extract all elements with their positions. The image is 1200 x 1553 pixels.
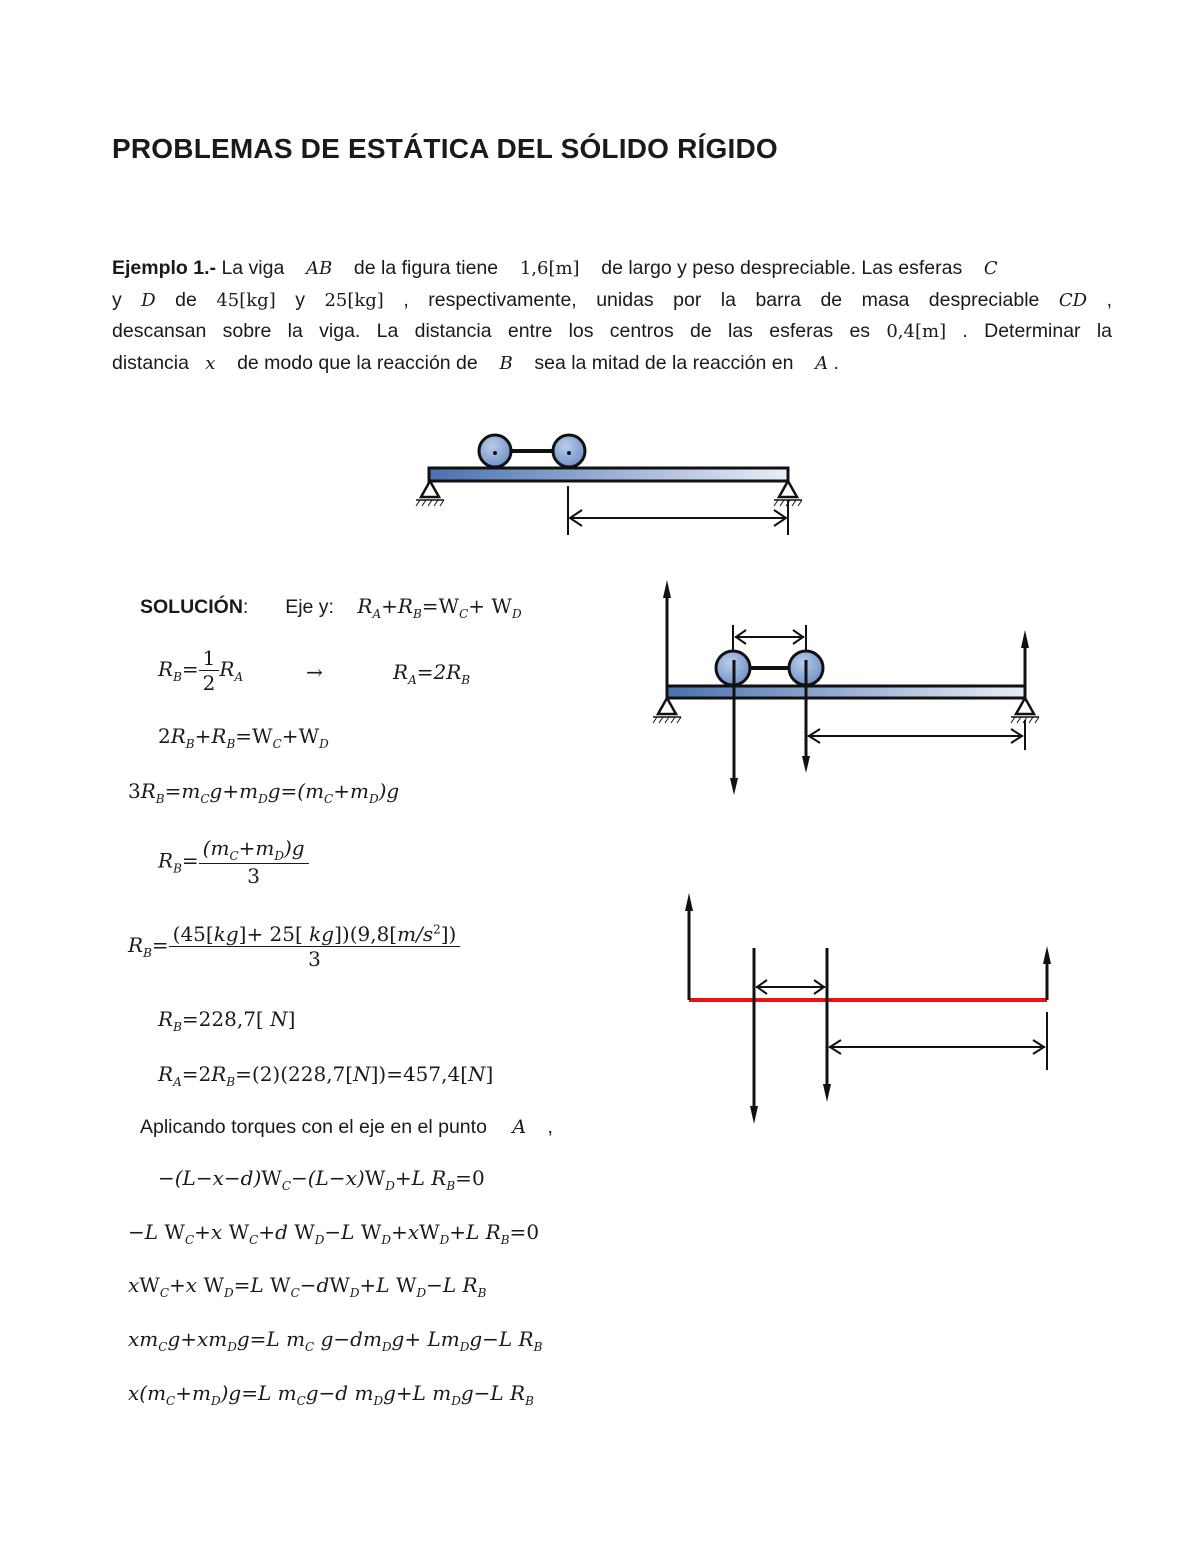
weight-c-arrow-3	[750, 948, 758, 1124]
weight-c-arrow-2	[730, 660, 738, 795]
sphere-c-1	[479, 435, 511, 467]
equation-rb-substituted: $R_B=$ $\frac{(45[kg]+ 25[ kg])(9,8[m/s^2])}{3}$	[128, 922, 460, 971]
support-a-1	[416, 481, 444, 506]
dimension-x-3	[829, 1012, 1047, 1070]
sphere-d-1	[553, 435, 585, 467]
equation-rb-half: $R_B=$ $\frac{1}{2}$ $R_A$	[158, 646, 244, 695]
equation-3rb: $3R_B=m_Cg+m_Dg=(m_C+m_D)g$	[128, 779, 400, 806]
support-b-1	[774, 481, 802, 506]
reaction-b-arrow-2	[1021, 630, 1029, 686]
equation-torque-5: $x(m_C+m_D)g=L$ $m_Cg-d$ $m_Dg+L$ $m_Dg-L$ $R_B$	[128, 1381, 534, 1408]
equation-rb-value: $R_B=228,7$[ N]	[158, 1007, 296, 1034]
equation-ra-2rb: $R_A=2R_B$	[393, 660, 471, 687]
solution-heading: SOLUCIÓN: Eje y: $R_A+R_B=W_C+ W_D$	[140, 594, 522, 621]
implies-arrow: →	[306, 660, 323, 684]
equation-ra-value: $R_A=2R_B=(2)(228,7[N])=457,4[N]$	[158, 1062, 494, 1089]
equation-torque-3: $xW_C+x$ $W_D=L$ $W_C-dW_D+L$ $W_D-L$ $R_B$	[128, 1273, 487, 1300]
sphere-d-2	[789, 651, 823, 685]
beam-2	[667, 686, 1025, 698]
equation-rb-formula: $R_B=$ $\frac{(m_C+m_D)g}{3}$	[158, 836, 309, 888]
reaction-a-arrow-2	[663, 580, 671, 686]
equation-torque-4: $xm_Cg+xm_Dg=L$ $m_C$ $g-dm_Dg+ Lm_Dg-L$ $R_B$	[128, 1327, 543, 1354]
dimension-x-2	[808, 720, 1025, 750]
dimension-d-3	[756, 980, 825, 994]
dimension-d-2	[733, 625, 806, 650]
problem-line-4: distancia x de modo que la reacción de B sea la mitad de la reacción en A .	[112, 351, 839, 374]
weight-d-arrow-2	[802, 660, 810, 773]
equation-sum-2: $2R_B+R_B=W_C+W_D$	[158, 724, 329, 751]
problem-line-1: Ejemplo 1.- La viga AB de la figura tiene 1,6[m] de largo y peso despreciable. Las esferas C	[112, 257, 998, 279]
sphere-c-2	[716, 651, 750, 685]
problem-statement	[112, 253, 1112, 379]
page-title: PROBLEMAS DE ESTÁTICA DEL SÓLIDO RÍGIDO	[112, 133, 778, 164]
problem-line-2: y D de 45[kg] y 25[kg] , respectivamente, unidas por la barra de masa despreciable CD ,	[112, 288, 1112, 311]
equation-torque-2: −L $W_C+x$ $W_C+d$ $W_D-L$ $W_D+xW_D+L$ $R_B=0$	[128, 1220, 540, 1247]
dimension-x-1	[568, 486, 788, 535]
equation-sum-forces: $R_A+R_B=W_C+ W_D$	[357, 594, 522, 621]
problem-line-3: descansan sobre la viga. La distancia entre los centros de las esferas es 0,4[m] . Determinar la	[112, 320, 1113, 342]
example-label: Ejemplo 1.-	[112, 257, 217, 279]
reaction-b-arrow-3	[1043, 946, 1051, 1000]
torque-intro: Aplicando torques con el eje en el punto A ,	[140, 1116, 553, 1138]
equation-torque-1: $-(L-x-d)W_C-(L-x)W_D+L$ $R_B=0$	[158, 1166, 485, 1193]
support-b-2	[1011, 698, 1039, 723]
beam-1	[429, 468, 788, 481]
weight-d-arrow-3	[823, 948, 831, 1102]
reaction-a-arrow-3	[685, 893, 693, 1000]
support-a-2	[653, 698, 681, 723]
